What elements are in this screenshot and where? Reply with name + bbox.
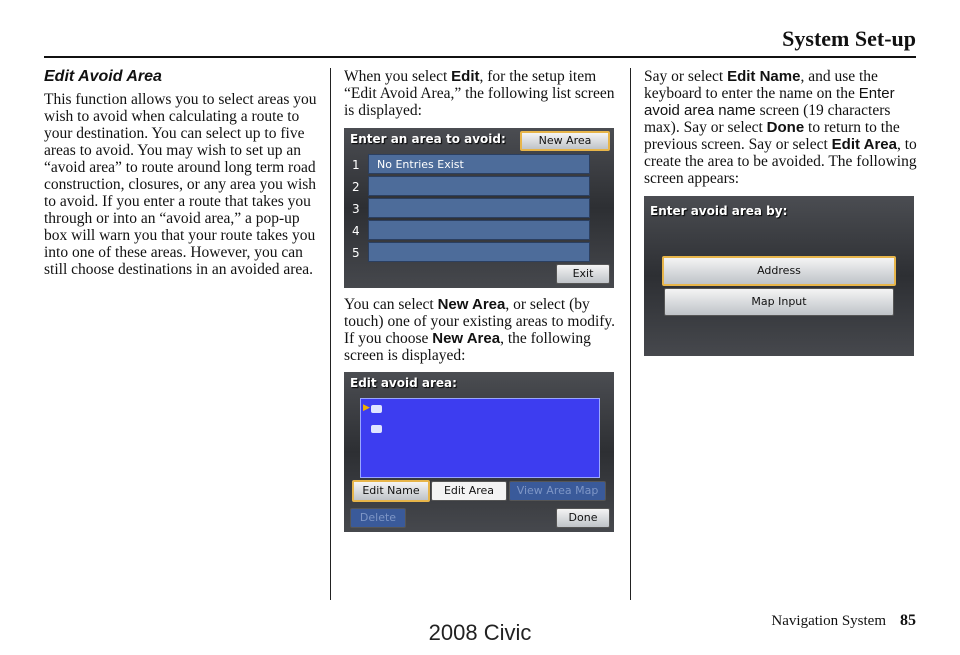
exit-button[interactable]: Exit: [556, 264, 610, 284]
map-input-button[interactable]: Map Input: [664, 288, 894, 316]
list-item[interactable]: [368, 176, 590, 196]
column-2-lower: [344, 296, 616, 372]
row-number: 2: [352, 180, 360, 194]
area-marker-icon: [371, 425, 382, 433]
list-item[interactable]: [368, 220, 590, 240]
cursor-arrow-icon: ▶: [363, 403, 370, 413]
footer-label: Navigation System: [771, 613, 886, 629]
header-rule: [44, 56, 916, 58]
row-number: 5: [352, 246, 360, 260]
column-2: [344, 68, 616, 127]
paragraph: You can select New Area, or select (by touch) one of your existing areas to modify. If you choose New Area, the following screen is displayed:: [344, 296, 616, 364]
edit-area-button[interactable]: Edit Area: [431, 481, 507, 501]
screen-enter-area-list: [344, 128, 614, 288]
column-divider: [330, 68, 331, 600]
paragraph: When you select Edit, for the setup item “Edit Avoid Area,” the following list screen is displayed:: [344, 68, 615, 119]
column-1: [44, 68, 320, 286]
row-number: 3: [352, 202, 360, 216]
row-number: 1: [352, 158, 360, 172]
watermark: 2008 Civic: [428, 620, 532, 645]
row-number: 4: [352, 224, 360, 238]
screen-title: Enter avoid area by:: [650, 204, 788, 218]
view-area-map-button[interactable]: View Area Map: [509, 481, 606, 501]
screen-title: Edit avoid area:: [350, 376, 457, 390]
map-preview: [360, 398, 600, 478]
column-3: [644, 68, 920, 195]
area-marker-icon: [371, 405, 382, 413]
column-divider: [630, 68, 631, 600]
paragraph: Say or select Edit Name, and use the keyboard to enter the name on the Enter avoid area name screen (19 characters max). Say or select Done to return to the previous screen. Say or select Edit Area, to create the area to be avoided. The following screen appears:: [644, 68, 917, 187]
list-item[interactable]: No Entries Exist: [368, 154, 590, 174]
address-button[interactable]: Address: [662, 256, 896, 286]
list-item[interactable]: [368, 242, 590, 262]
section-title: Edit Avoid Area: [44, 68, 162, 85]
screen-edit-avoid-area: [344, 372, 614, 532]
list-item[interactable]: [368, 198, 590, 218]
edit-name-button[interactable]: Edit Name: [352, 480, 430, 502]
new-area-button[interactable]: New Area: [520, 131, 610, 151]
done-button[interactable]: Done: [556, 508, 610, 528]
page-title: System Set-up: [782, 26, 916, 51]
page-number: 85: [900, 612, 916, 629]
delete-button[interactable]: Delete: [350, 508, 406, 528]
intro-paragraph: This function allows you to select areas you wish to avoid when calculating a route to your destination. You can select up to five areas to avoid. You may wish to set up an “avoid area” to route around long term road construction, closures, or any area you wish to avoid. If you enter a route that takes you through or into an “avoid area,” a pop-up box will warn you that your route takes you into one of these areas. However, you can still choose destinations in an avoided area.: [44, 91, 317, 278]
screen-enter-avoid-area-by: [644, 196, 914, 356]
screen-title: Enter an area to avoid:: [350, 132, 506, 146]
